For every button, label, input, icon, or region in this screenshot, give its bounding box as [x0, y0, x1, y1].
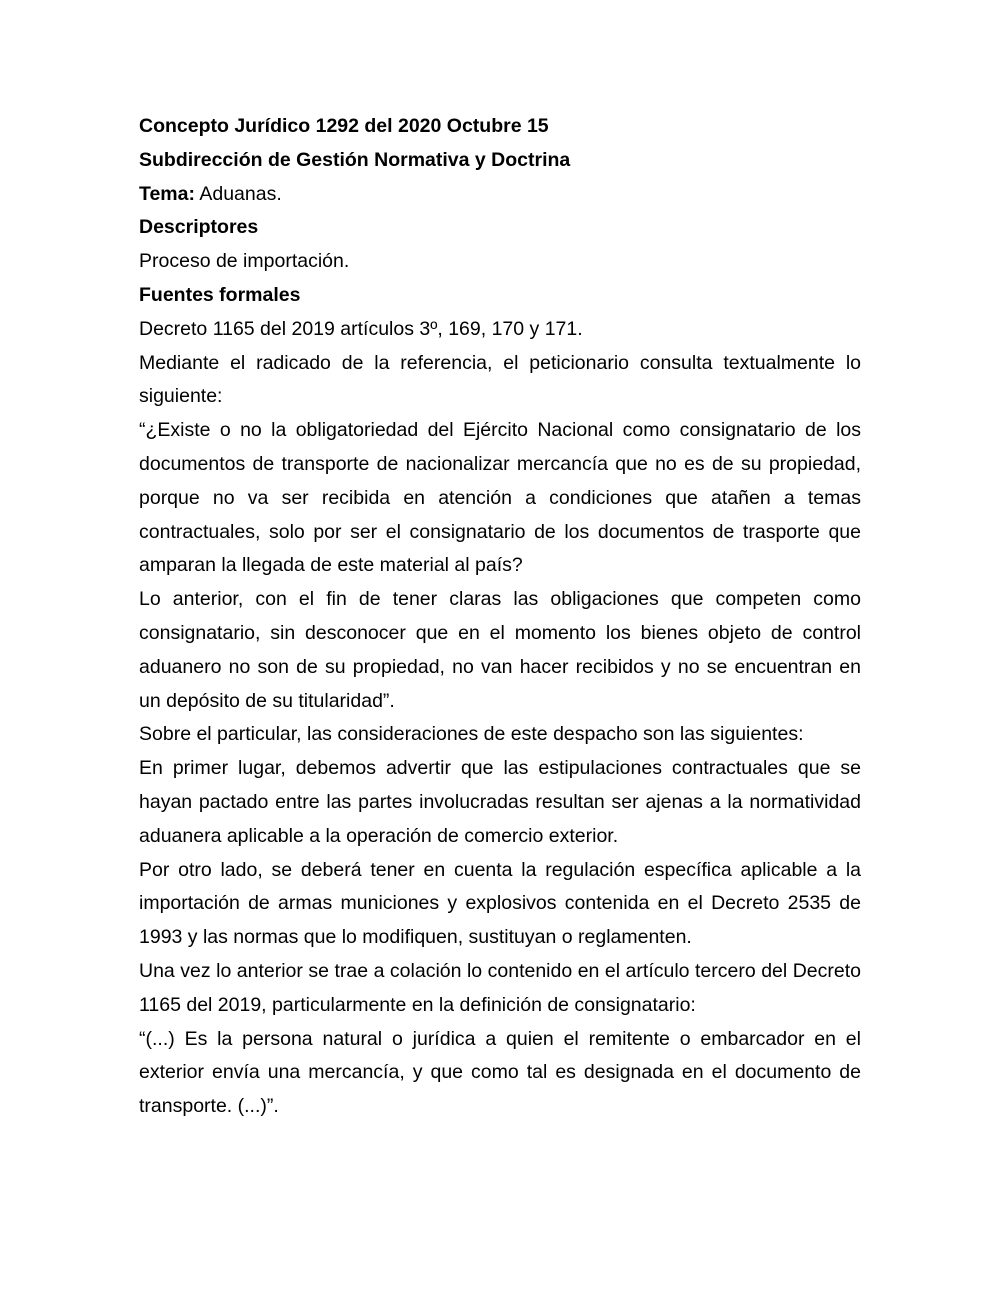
tema-line [139, 178, 861, 212]
body-paragraph: “¿Existe o no la obligatoriedad del Ejército Nacional como consignatario de los documentos de transporte de nacionalizar mercancía que no es de su propiedad, porque no va ser recibida en atención a condiciones que atañen a temas contractuales, solo por ser el consignatario de los documentos de trasporte que amparan la llegada de este material al país? [139, 419, 861, 577]
body-paragraph: Lo anterior, con el fin de tener claras las obligaciones que competen como consignatario, sin desconocer que en el momento los bienes objeto de control aduanero no son de su propiedad, no van hacer recibidos y no se encuentran en un depósito de su titularidad”. [139, 588, 861, 712]
body-paragraph: Mediante el radicado de la referencia, el peticionario consulta textualmente lo siguiente: [139, 351, 861, 408]
document-page [139, 110, 861, 1124]
document-title: Concepto Jurídico 1292 del 2020 Octubre 15 [139, 115, 549, 137]
fuentes-value: Decreto 1165 del 2019 artículos 3º, 169, 170 y 171. [139, 317, 583, 340]
body-paragraph: En primer lugar, debemos advertir que las estipulaciones contractuales que se hayan pactado entre las partes involucradas resultan ser ajenas a la normatividad aduanera aplicable a la operación de comercio exterior. [139, 757, 861, 847]
descriptores-value: Proceso de importación. [139, 250, 350, 273]
fuentes-heading: Fuentes formales [139, 283, 301, 306]
tema-value: Aduanas. [195, 182, 282, 205]
descriptores-heading: Descriptores [139, 216, 259, 239]
body-paragraph: Sobre el particular, las consideraciones de este despacho son las siguientes: [139, 723, 804, 746]
body-paragraph: Por otro lado, se deberá tener en cuenta la regulación específica aplicable a la importación de armas municiones y explosivos contenida en el Decreto 2535 de 1993 y las normas que lo modifiquen, sustituyan o reglamenten. [139, 858, 861, 949]
body-paragraph: “(...) Es la persona natural o jurídica a quien el remitente o embarcador en el exterior envía una mercancía, y que como tal es designada en el documento de transporte. (...)”. [139, 1027, 861, 1118]
body-paragraph: Una vez lo anterior se trae a colación lo contenido en el artículo tercero del Decreto 1165 del 2019, particularmente en la definición de consignatario: [139, 959, 861, 1016]
document-subtitle: Subdirección de Gestión Normativa y Doctrina [139, 148, 571, 171]
tema-label: Tema: [139, 182, 195, 205]
